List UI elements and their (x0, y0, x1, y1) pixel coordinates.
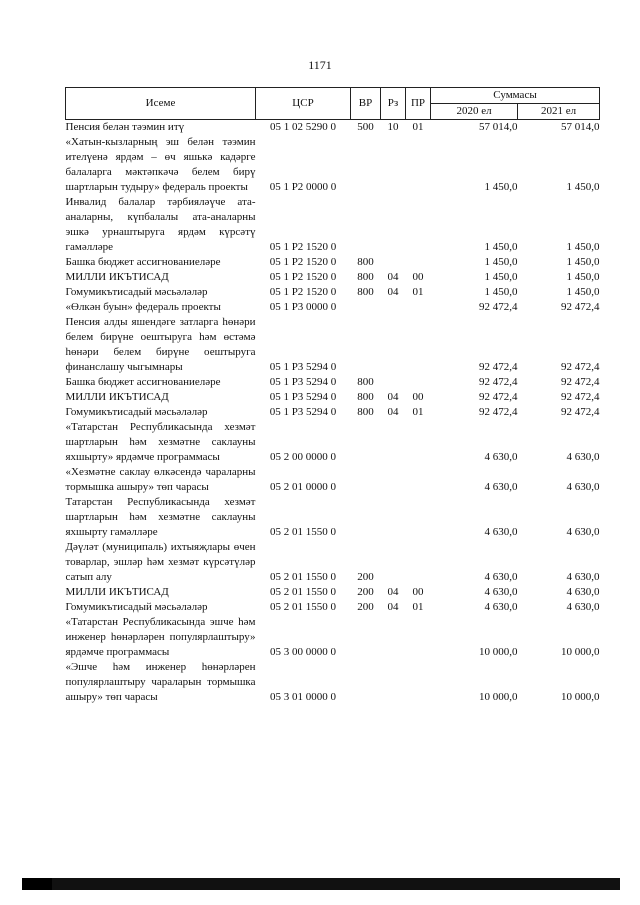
cell-s2020: 92 472,4 (479, 376, 518, 388)
table-row (66, 390, 600, 405)
cell-name: Инвалид балалар тәрбияләүче ата-аналарны, күпбалалы ата-аналарны эшкә урнаштыруга ярдәм күрсәтү гамәлләре (65, 196, 256, 253)
table-row (66, 585, 600, 600)
cell-csr: 05 2 01 0000 0 (270, 481, 336, 493)
cell-vr: 200 (357, 586, 374, 598)
table-header (66, 88, 600, 120)
table-row (66, 270, 600, 285)
cell-s2020: 92 472,4 (479, 301, 518, 313)
cell-name: Пенсия алды яшендәге затларга һөнәри белем бирүне оештыруга һәм өстәмә һөнәри белем бирүне оештыруга финанслашу чыгымнары (65, 316, 256, 373)
table-row (66, 540, 600, 585)
header-rz: Рз (381, 88, 406, 120)
cell-vr: 800 (357, 376, 374, 388)
cell-rz (381, 255, 406, 270)
table-row (66, 195, 600, 255)
cell-vr: 800 (357, 286, 374, 298)
cell-pr: 01 (412, 286, 424, 298)
cell-rz: 10 (387, 121, 399, 133)
cell-s2021: 1 450,0 (566, 286, 600, 298)
cell-csr: 05 1 P3 5294 0 (269, 361, 337, 373)
cell-name: Гомумикътисадый мәсьәләләр (65, 286, 208, 298)
cell-s2021: 57 014,0 (561, 121, 600, 133)
cell-pr (406, 315, 431, 375)
table-body (66, 120, 600, 706)
header-sums: Суммасы (431, 88, 600, 104)
header-pr: ПР (406, 88, 431, 120)
cell-name: Гомумикътисадый мәсьәләләр (65, 601, 208, 613)
table-row (66, 405, 600, 420)
cell-rz (381, 375, 406, 390)
cell-rz: 04 (387, 286, 399, 298)
cell-pr (406, 495, 431, 540)
cell-s2020: 4 630,0 (484, 481, 518, 493)
cell-vr (351, 420, 381, 465)
table-row (66, 495, 600, 540)
cell-s2021: 92 472,4 (561, 391, 600, 403)
cell-csr: 05 1 P2 0000 0 (269, 181, 337, 193)
cell-s2021: 1 450,0 (566, 241, 600, 253)
cell-name: Гомумикътисадый мәсьәләләр (65, 406, 208, 418)
table-row (66, 375, 600, 390)
cell-rz: 04 (387, 271, 399, 283)
cell-s2020: 1 450,0 (484, 181, 518, 193)
cell-pr: 01 (412, 121, 424, 133)
cell-csr: 05 1 P3 0000 0 (269, 301, 337, 313)
cell-s2020: 92 472,4 (479, 361, 518, 373)
cell-s2021: 92 472,4 (561, 406, 600, 418)
cell-s2021: 1 450,0 (566, 271, 600, 283)
cell-s2020: 1 450,0 (484, 256, 518, 268)
cell-name: Дәүләт (муниципаль) ихтыяҗлары өчен товарлар, эшләр һәм хезмәт күрсәтүләр сатып алу (65, 541, 256, 583)
cell-vr: 800 (357, 406, 374, 418)
cell-csr: 05 2 00 0000 0 (270, 451, 336, 463)
table-row (66, 285, 600, 300)
cell-vr: 200 (357, 601, 374, 613)
cell-rz (381, 315, 406, 375)
cell-csr: 05 1 P2 1520 0 (269, 271, 337, 283)
cell-name: «Эшче һәм инженер һөнәрләрен популярлаштыру чараларын тормышка ашыру» төп чарасы (65, 661, 256, 703)
cell-pr (406, 540, 431, 585)
cell-pr (406, 135, 431, 195)
cell-s2020: 1 450,0 (484, 271, 518, 283)
table-row (66, 300, 600, 315)
cell-pr (406, 465, 431, 495)
cell-pr (406, 660, 431, 705)
scan-bottom-bar (22, 878, 620, 890)
cell-pr (406, 375, 431, 390)
cell-vr (351, 195, 381, 255)
cell-pr: 00 (412, 271, 424, 283)
cell-rz: 04 (387, 406, 399, 418)
cell-rz: 04 (387, 391, 399, 403)
cell-vr: 800 (357, 256, 374, 268)
table-row (66, 255, 600, 270)
cell-pr (406, 615, 431, 660)
cell-s2021: 4 630,0 (566, 571, 600, 583)
table-row (66, 660, 600, 705)
cell-rz (381, 135, 406, 195)
cell-name: «Өлкән буын» федераль проекты (65, 301, 221, 313)
header-name: Исеме (66, 88, 256, 120)
cell-csr: 05 3 01 0000 0 (270, 691, 336, 703)
cell-rz: 04 (387, 586, 399, 598)
cell-s2021: 4 630,0 (566, 586, 600, 598)
cell-s2020: 4 630,0 (484, 526, 518, 538)
cell-vr (351, 300, 381, 315)
cell-vr (351, 495, 381, 540)
cell-name: Пенсия белән тәэмин итү (65, 121, 185, 133)
cell-s2020: 4 630,0 (484, 451, 518, 463)
cell-name: Татарстан Республикасында хезмәт шартларын һәм хезмәтне саклауны яхшырту гамәлләре (65, 496, 256, 538)
budget-table (65, 87, 600, 705)
cell-rz (381, 615, 406, 660)
cell-rz: 04 (387, 601, 399, 613)
cell-csr: 05 2 01 1550 0 (270, 586, 336, 598)
cell-s2021: 92 472,4 (561, 301, 600, 313)
cell-pr (406, 300, 431, 315)
cell-s2020: 92 472,4 (479, 406, 518, 418)
cell-vr (351, 615, 381, 660)
table-row (66, 135, 600, 195)
table-row (66, 615, 600, 660)
cell-rz (381, 300, 406, 315)
cell-s2020: 92 472,4 (479, 391, 518, 403)
cell-name: «Татарстан Республикасында эшче һәм инженер һөнәрләрен популярлаштыру» ярдәмче программасы (65, 616, 256, 658)
cell-s2021: 4 630,0 (566, 526, 600, 538)
cell-name: «Татарстан Республикасында хезмәт шартларын һәм хезмәтне саклауны яхшырту» ярдәмче программасы (65, 421, 256, 463)
cell-csr: 05 1 P3 5294 0 (269, 406, 337, 418)
cell-vr (351, 135, 381, 195)
table-row (66, 465, 600, 495)
cell-vr: 800 (357, 391, 374, 403)
cell-csr: 05 2 01 1550 0 (270, 526, 336, 538)
header-year-2021: 2021 ел (518, 104, 600, 120)
cell-rz (381, 195, 406, 255)
cell-s2020: 10 000,0 (479, 691, 518, 703)
cell-s2021: 4 630,0 (566, 481, 600, 493)
cell-pr: 01 (412, 406, 424, 418)
cell-rz (381, 420, 406, 465)
cell-s2020: 57 014,0 (479, 121, 518, 133)
cell-rz (381, 540, 406, 585)
cell-name: Башка бюджет ассигнованиеләре (65, 376, 221, 388)
header-csr: ЦСР (256, 88, 351, 120)
table-row (66, 600, 600, 615)
table-row (66, 315, 600, 375)
cell-name: МИЛЛИ ИКЪТИСАД (65, 391, 169, 403)
cell-csr: 05 1 P3 5294 0 (269, 391, 337, 403)
cell-rz (381, 495, 406, 540)
cell-name: «Хезмәтне саклау өлкәсендә чараларны тормышка ашыру» төп чарасы (65, 466, 256, 493)
cell-rz (381, 660, 406, 705)
cell-s2021: 92 472,4 (561, 361, 600, 373)
cell-s2021: 92 472,4 (561, 376, 600, 388)
cell-s2020: 1 450,0 (484, 241, 518, 253)
cell-pr (406, 195, 431, 255)
cell-s2020: 4 630,0 (484, 571, 518, 583)
cell-s2021: 1 450,0 (566, 256, 600, 268)
cell-s2020: 4 630,0 (484, 586, 518, 598)
cell-csr: 05 3 00 0000 0 (270, 646, 336, 658)
cell-s2020: 1 450,0 (484, 286, 518, 298)
cell-s2021: 4 630,0 (566, 451, 600, 463)
cell-s2021: 10 000,0 (561, 691, 600, 703)
header-vr: ВР (351, 88, 381, 120)
cell-csr: 05 2 01 1550 0 (270, 601, 336, 613)
table-row (66, 120, 600, 136)
header-year-2020: 2020 ел (431, 104, 518, 120)
cell-name: Башка бюджет ассигнованиеләре (65, 256, 221, 268)
cell-name: МИЛЛИ ИКЪТИСАД (65, 586, 169, 598)
cell-vr (351, 315, 381, 375)
table-row (66, 420, 600, 465)
cell-pr (406, 255, 431, 270)
cell-s2020: 10 000,0 (479, 646, 518, 658)
cell-s2021: 4 630,0 (566, 601, 600, 613)
cell-vr: 500 (357, 121, 374, 133)
cell-s2021: 10 000,0 (561, 646, 600, 658)
cell-pr: 00 (412, 586, 424, 598)
cell-pr: 00 (412, 391, 424, 403)
cell-csr: 05 1 P2 1520 0 (269, 286, 337, 298)
cell-csr: 05 1 P3 5294 0 (269, 376, 337, 388)
cell-vr (351, 465, 381, 495)
cell-vr: 800 (357, 271, 374, 283)
page-number: 1171 (308, 58, 332, 72)
cell-pr (406, 420, 431, 465)
cell-pr: 01 (412, 601, 424, 613)
cell-vr (351, 660, 381, 705)
cell-name: «Хатын-кызларның эш белән тәэмин ителүенә ярдәм – өч яшькә кадәрге балаларга мәктәпкәчә белем бирү шартларын тудыру» федераль проекты (65, 136, 256, 193)
cell-csr: 05 2 01 1550 0 (270, 571, 336, 583)
cell-s2020: 4 630,0 (484, 601, 518, 613)
cell-csr: 05 1 02 5290 0 (270, 121, 336, 133)
cell-name: МИЛЛИ ИКЪТИСАД (65, 271, 169, 283)
cell-rz (381, 465, 406, 495)
cell-csr: 05 1 P2 1520 0 (269, 256, 337, 268)
cell-vr: 200 (357, 571, 374, 583)
cell-csr: 05 1 P2 1520 0 (269, 241, 337, 253)
cell-s2021: 1 450,0 (566, 181, 600, 193)
